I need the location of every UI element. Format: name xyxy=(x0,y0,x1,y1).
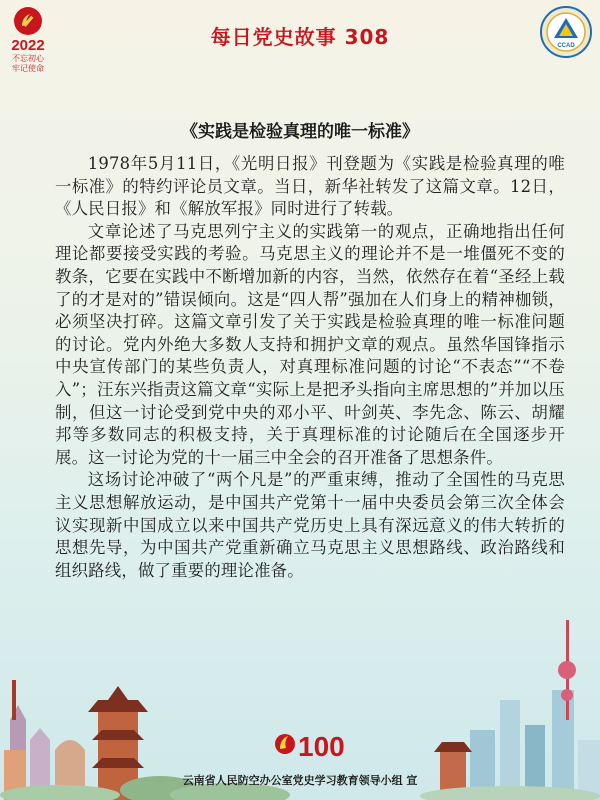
paragraph-1: 1978年5月11日，《光明日报》刊登题为《实践是检验真理的唯一标准》的特约评论员文章。当日，新华社转发了这篇文章。12日，《人民日报》和《解放军报》同时进行了转载。 xyxy=(55,154,565,219)
logo-year: 2022 xyxy=(11,37,45,54)
page-title: 每日党史故事 308 xyxy=(210,25,390,49)
logo-slogan-line-2: 牢记使命 xyxy=(12,64,44,73)
civil-defense-logo-text: CCAD xyxy=(557,43,575,49)
article-body xyxy=(55,153,565,582)
article-title: 《实践是检验真理的唯一标准》 xyxy=(181,122,419,142)
paragraph-3: 这场讨论冲破了“两个凡是”的严重束缚，推动了全国性的马克思主义思想解放运动，是中国共产党第十一届中央委员会第三次全体会议实现新中国成立以来中国共产党历史上具有深远意义的伟大转折的思想先导，为中国共产党重新确立马克思主义思想路线、政治路线和组织路线，做了重要的理论准备。 xyxy=(55,470,565,580)
logo-slogan-line-1: 不忘初心 xyxy=(12,54,44,63)
party-centenary-logo xyxy=(272,722,392,764)
paragraph-2: 文章论述了马克思列宁主义的实践第一的观点，正确地指出任何理论都要接受实践的考验。马克思主义的理论并不是一堆僵死不变的教条，它要在实践中不断增加新的内容，当然，依然存在着“圣经上载了的才是对的”错误倾向。这是“四人帮”强加在人们身上的精神枷锁，必须坚决打碎。这篇文章引发了关于实践是检验真理的唯一标准问题的讨论。党内外绝大多数人支持和拥护文章的观点。虽然华国锋指示中央宣传部门的某些负责人，对真理标准问题的讨论“不表态”“不卷入”；汪东兴指责这篇文章“实际上是把矛头指向主席思想的”并加以压制，但这一讨论受到党中央的邓小平、叶剑英、李先念、陈云、胡耀邦等多数同志的积极支持，关于真理标准的讨论随后在全国逐步开展。这一讨论为党的十一届三中全会的召开准备了思想条件。 xyxy=(55,221,565,467)
footer-credit: 云南省人民防空办公室党史学习教育领导小组 宣 xyxy=(182,774,418,787)
city-skyline-illustration xyxy=(0,600,600,800)
civil-defense-logo xyxy=(540,6,592,58)
centenary-number: 100 xyxy=(298,731,345,762)
